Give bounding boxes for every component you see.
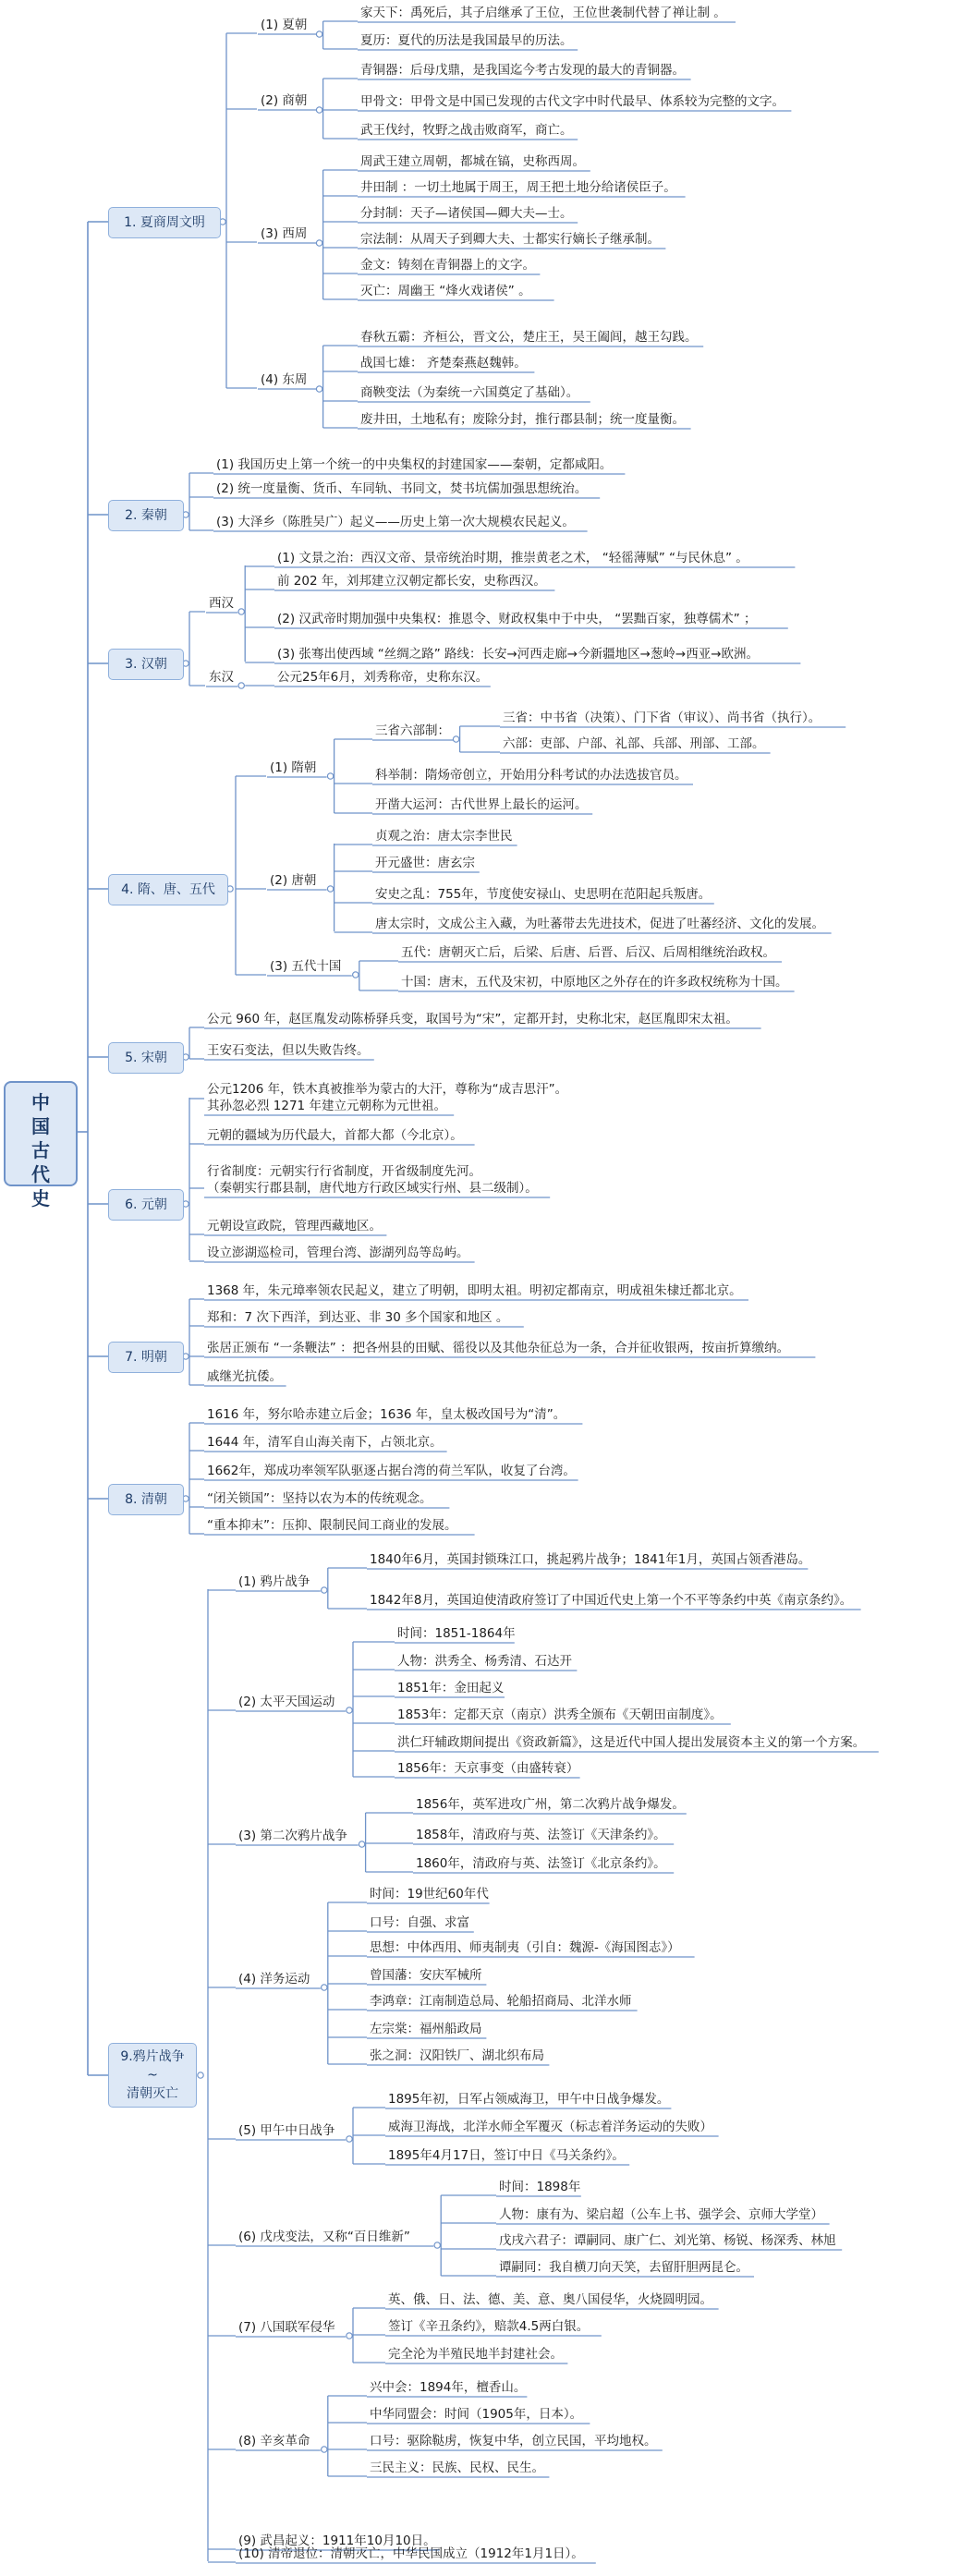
collapse-toggle-icon: [327, 773, 333, 779]
leaf-text: 设立澎湖巡检司，管理台湾、澎湖列岛等岛屿。: [207, 1245, 469, 1260]
leaf-text: 思想：中体西用、师夷制夷（引自：魏源-《海国图志》）: [370, 1940, 680, 1955]
root-node[interactable]: [4, 1081, 78, 1209]
leaf-text: 科举制：隋炀帝创立，开始用分科考试的办法选拔官员。: [375, 768, 687, 783]
leaf-text: 商鞅变法（为秦统一六国奠定了基础）。: [360, 385, 579, 400]
leaf-text: 金文：铸刻在青铜器上的文字。: [360, 258, 535, 273]
branch-qing[interactable]: [108, 1484, 184, 1515]
leaf-text: 1853年：定都天京（南京）洪秀全颁布《天朝田亩制度》。: [397, 1707, 723, 1722]
leaf-text: 时间：19世纪60年代: [370, 1887, 489, 1902]
branch-qin[interactable]: [108, 500, 184, 531]
sub-node: (7) 八国联军侵华: [238, 2320, 335, 2335]
leaf-text: 时间：1851-1864年: [397, 1626, 516, 1641]
leaf-text: 家天下：禹死后，其子启继承了王位，王位世袭制代替了禅让制 。: [360, 6, 726, 20]
sub-node: (6) 戊戌变法，又称“百日维新”: [238, 2230, 410, 2244]
collapse-toggle-icon: [316, 107, 322, 113]
sub-node: (1) 鸦片战争: [238, 1574, 310, 1589]
sub-node: (9) 武昌起义：1911年10月10日。: [238, 2533, 436, 2548]
leaf-text: 贞观之治：唐太宗李世民: [375, 829, 513, 844]
leaf-text: 中华同盟会：时间（1905年，日本）。: [370, 2407, 583, 2422]
branch-label: 7. 明朝: [125, 1350, 167, 1365]
leaf-text: 宗法制：从周天子到卿大夫、士都实行嫡长子继承制。: [360, 232, 660, 247]
leaf-text: 武王伐纣，牧野之战击败商军，商亡。: [360, 123, 573, 138]
leaf-text: 1860年，清政府与英、法签订《北京条约》。: [416, 1856, 666, 1871]
branch-label-tilde: ~: [147, 2068, 158, 2083]
leaf-text: 1840年6月，英国封锁珠江口，挑起鸦片战争；1841年1月，英国占领香港岛。: [370, 1552, 811, 1567]
leaf-text: 甲骨文：甲骨文是中国已发现的古代文字中时代最早、体系较为完整的文字。: [360, 94, 785, 109]
collapse-toggle-icon: [434, 2242, 440, 2248]
leaf-text: 人物：洪秀全、杨秀清、石达开: [397, 1654, 572, 1669]
collapse-toggle-icon: [359, 1841, 364, 1847]
leaf-text: 井田制 ：一切土地属于周王，周王把土地分给诸侯臣子。: [360, 180, 676, 195]
leaf-text: 公元25年6月，刘秀称帝，史称东汉。: [277, 670, 489, 685]
leaf-text: (3) 大泽乡（陈胜吴广）起义——历史上第一次大规模农民起义。: [216, 515, 575, 529]
leaf-text: 口号：驱除鞑虏，恢复中华，创立民国，平均地权。: [370, 2434, 657, 2448]
branch-label: 1. 夏商周文明: [124, 215, 205, 230]
sub-node: (8) 辛亥革命: [238, 2434, 310, 2448]
leaf-text: 唐太宗时，文成公主入藏，为吐蕃带去先进技术，促进了吐蕃经济、文化的发展。: [375, 917, 824, 931]
leaf-text: 公元1206 年，铁木真被推举为蒙古的大汗，尊称为“成吉思汗”。: [207, 1082, 568, 1097]
leaf-text: (2) 统一度量衡、货币、车同轨、书同文，焚书坑儒加强思想统治。: [216, 481, 588, 496]
sub-node: (3) 五代十国: [270, 959, 342, 974]
sub-node: (1) 隋朝: [270, 760, 317, 775]
leaf-text: 威海卫海战，北洋水师全军覆灭（标志着洋务运动的失败）: [388, 2120, 712, 2134]
collapse-toggle-icon: [316, 386, 322, 392]
collapse-toggle-icon: [347, 2333, 352, 2339]
leaf-text: 废井田，土地私有；废除分封，推行郡县制；统一度量衡。: [360, 412, 685, 427]
leaf-text: 安史之乱：755年，节度使安禄山、史思明在范阳起兵叛唐。: [375, 887, 712, 902]
branch-label-end: 清朝灭亡: [127, 2086, 178, 2101]
leaf-text: 人物：康有为、梁启超（公车上书、强学会、京师大学堂）: [499, 2207, 823, 2222]
leaf-text: 王安石变法，但以失败告终。: [207, 1043, 370, 1058]
branch-ming[interactable]: [108, 1342, 184, 1373]
collapse-toggle-icon: [238, 609, 244, 614]
leaf-text: (3) 张骞出使西域 “丝绸之路” 路线：长安→河西走廊→今新疆地区→葱岭→西亚→欧洲。: [277, 647, 760, 662]
leaf-text: “重本抑末”：压抑、限制民间工商业的发展。: [207, 1518, 457, 1533]
leaf-text: (2) 汉武帝时期加强中央集权：推恩令、财政权集中于中央， “罢黜百家，独尊儒术” ；: [277, 612, 757, 626]
sub-node: (4) 东周: [261, 372, 308, 387]
branch-song[interactable]: [108, 1042, 184, 1074]
leaf-text: (1) 文景之治：西汉文帝、景帝统治时期，推崇黄老之术， “轻徭薄赋” “与民休息” 。: [277, 551, 748, 565]
leaf-text: 1895年初，日军占领威海卫，甲午中日战争爆发。: [388, 2092, 670, 2107]
sub-node: (2) 唐朝: [270, 873, 317, 888]
sub-node: 西汉: [209, 596, 234, 611]
leaf-text: 战国七雄： 齐楚秦燕赵魏韩。: [360, 356, 527, 371]
sub-node: (10) 清帝退位：清朝灭亡，中华民国成立（1912年1月1日）。: [238, 2546, 584, 2561]
leaf-text: 1895年4月17日，签订中日《马关条约》。: [388, 2148, 625, 2163]
leaf-text: 夏历：夏代的历法是我国最早的历法。: [360, 33, 573, 48]
branch-sui-tang-wudai[interactable]: [108, 874, 228, 905]
sub-node: (2) 商朝: [261, 93, 308, 108]
collapse-toggle-icon: [353, 972, 359, 978]
sub-node: (2) 太平天国运动: [238, 1695, 335, 1709]
leaf-text: 1616 年，努尔哈赤建立后金；1636 年，皇太极改国号为“清”。: [207, 1407, 566, 1422]
collapse-toggle-icon: [347, 2136, 352, 2142]
collapse-toggle-icon: [322, 2447, 327, 2452]
leaf-text: 郑和：7 次下西洋，到达亚、非 30 多个国家和地区 。: [207, 1310, 509, 1325]
branch-opium-war-to-qing-fall[interactable]: [108, 2043, 197, 2108]
branch-label: 6. 元朝: [125, 1197, 167, 1212]
leaf-text: 灭亡：周幽王 “烽火戏诸侯” 。: [360, 284, 531, 298]
leaf-text: 签订《辛丑条约》，赔款4.5两白银。: [388, 2319, 590, 2334]
leaf-text: 前 202 年，刘邦建立汉朝定都长安，史称西汉。: [277, 574, 546, 589]
leaf-text: （秦朝实行郡县制，唐代地方行政区域实行州、县二级制）。: [207, 1181, 538, 1196]
leaf-text: 六部：吏部、户部、礼部、兵部、刑部、工部。: [503, 736, 765, 751]
branch-label: 3. 汉朝: [125, 657, 167, 672]
branch-label: 9.鸦片战争: [120, 2049, 185, 2064]
leaf-text: 五代：唐朝灭亡后，后梁、后唐、后晋、后汉、后周相继统治政权。: [401, 945, 775, 960]
leaf-text: 行省制度：元朝实行行省制度，开省级制度先河。: [207, 1164, 481, 1179]
collapse-toggle-icon: [327, 886, 333, 892]
sub-node: 东汉: [209, 670, 234, 685]
leaf-text: 1842年8月，英国迫使清政府签订了中国近代史上第一个不平等条约中英《南京条约》。: [370, 1593, 853, 1608]
sub-node: (3) 第二次鸦片战争: [238, 1829, 347, 1843]
leaf-text: 分封制：天子—诸侯国—卿大夫—士。: [360, 206, 573, 221]
leaf-text: 元朝设宣政院，管理西藏地区。: [207, 1219, 382, 1233]
collapse-toggle-icon: [238, 683, 244, 688]
root-title: 中 国 古 代 史: [31, 1091, 50, 1209]
collapse-toggle-icon: [347, 1707, 352, 1713]
branch-label: 2. 秦朝: [125, 508, 167, 523]
leaf-text: 公元 960 年，赵匡胤发动陈桥驿兵变，取国号为“宋”，定都开封，史称北宋，赵匡胤即宋太祖。: [207, 1012, 738, 1027]
leaf-text: 张居正颁布 “一条鞭法” ：把各州县的田赋、徭役以及其他杂征总为一条，合并征收银两，按亩折算缴纳。: [207, 1341, 790, 1355]
leaf-text: 春秋五霸：齐桓公，晋文公，楚庄王，吴王阖闾，越王勾践。: [360, 330, 698, 345]
leaf-text: 口号：自强、求富: [370, 1915, 469, 1930]
sub-node: (5) 甲午中日战争: [238, 2123, 335, 2138]
leaf-text: 三民主义：民族、民权、民生。: [370, 2461, 544, 2475]
collapse-toggle-icon: [322, 1587, 327, 1593]
collapse-toggle-icon: [453, 736, 458, 742]
collapse-toggle-icon: [198, 2072, 203, 2078]
leaf-text: 其孙忽必烈 1271 年建立元朝称为元世祖。: [207, 1099, 446, 1113]
leaf-text: 1856年：天京事变（由盛转衰）: [397, 1761, 579, 1776]
leaf-text: 时间：1898年: [499, 2180, 581, 2194]
collapse-toggle-icon: [316, 240, 322, 246]
leaf-text: 开元盛世：唐玄宗: [375, 856, 475, 870]
leaf-text: 1858年，清政府与英、法签订《天津条约》。: [416, 1828, 666, 1842]
leaf-text: 1368 年，朱元璋率领农民起义，建立了明朝，即明太祖。明初定都南京，明成祖朱棣迁都北京。: [207, 1283, 742, 1298]
leaf-text: “闭关锁国”：坚持以农为本的传统观念。: [207, 1491, 432, 1506]
leaf-text: 元朝的疆域为历代最大，首都大都（今北京）。: [207, 1128, 463, 1143]
sub-node: (3) 西周: [261, 226, 308, 241]
leaf-text: 谭嗣同：我自横刀向天笑，去留肝胆两昆仑。: [499, 2260, 748, 2275]
branch-label: 5. 宋朝: [125, 1051, 167, 1065]
leaf-text: 1851年：金田起义: [397, 1681, 505, 1695]
leaf-text: 十国：唐末，五代及宋初，中原地区之外存在的许多政权统称为十国。: [401, 975, 788, 990]
leaf-text: 1662年，郑成功率领军队驱逐占据台湾的荷兰军队，收复了台湾。: [207, 1464, 576, 1478]
branch-label: 8. 清朝: [125, 1492, 167, 1507]
leaf-text: 戊戌六君子：谭嗣同、康广仁、刘光第、杨锐、杨深秀、林旭: [499, 2233, 836, 2248]
leaf-text: 洪仁玕辅政期间提出《资政新篇》，这是近代中国人提出发展资本主义的第一个方案。: [397, 1735, 866, 1750]
branch-xia-shang-zhou[interactable]: [108, 207, 221, 238]
leaf-text: 曾国藩：安庆军械所: [370, 1968, 482, 1983]
collapse-toggle-icon: [316, 31, 322, 37]
branch-han[interactable]: [108, 649, 184, 680]
branch-label: 4. 隋、唐、五代: [121, 882, 215, 897]
leaf-text: 张之洞：汉阳铁厂、湖北织布局: [370, 2048, 544, 2063]
leaf-text: 左宗棠：福州船政局: [370, 2022, 482, 2036]
sub-node: (4) 洋务运动: [238, 1972, 310, 1987]
leaf-text: 英、俄、日、法、德、美、意、奥八国侵华，火烧圆明园。: [388, 2292, 712, 2307]
branch-yuan[interactable]: [108, 1189, 184, 1221]
leaf-text: 三省：中书省（决策）、门下省（审议）、尚书省（执行）。: [503, 711, 821, 725]
leaf-text: 戚继光抗倭。: [207, 1369, 282, 1384]
collapse-toggle-icon: [322, 1985, 327, 1990]
leaf-text: 1644 年，清军自山海关南下，占领北京。: [207, 1435, 443, 1450]
leaf-text: 三省六部制：: [375, 723, 450, 738]
leaf-text: (1) 我国历史上第一个统一的中央集权的封建国家——秦朝，定都咸阳。: [216, 457, 613, 472]
leaf-text: 1856年，英军进攻广州，第二次鸦片战争爆发。: [416, 1797, 685, 1812]
leaf-text: 开凿大运河：古代世界上最长的运河。: [375, 797, 588, 812]
leaf-text: 兴中会：1894年，檀香山。: [370, 2380, 527, 2395]
sub-node: (1) 夏朝: [261, 18, 308, 32]
leaf-text: 周武王建立周朝，都城在镐，史称西周。: [360, 154, 585, 169]
leaf-text: 青铜器：后母戊鼎，是我国迄今考古发现的最大的青铜器。: [360, 63, 685, 78]
leaf-text: 完全沦为半殖民地半封建社会。: [388, 2347, 563, 2362]
leaf-text: 李鸿章：江南制造总局、轮船招商局、北洋水师: [370, 1994, 632, 2009]
